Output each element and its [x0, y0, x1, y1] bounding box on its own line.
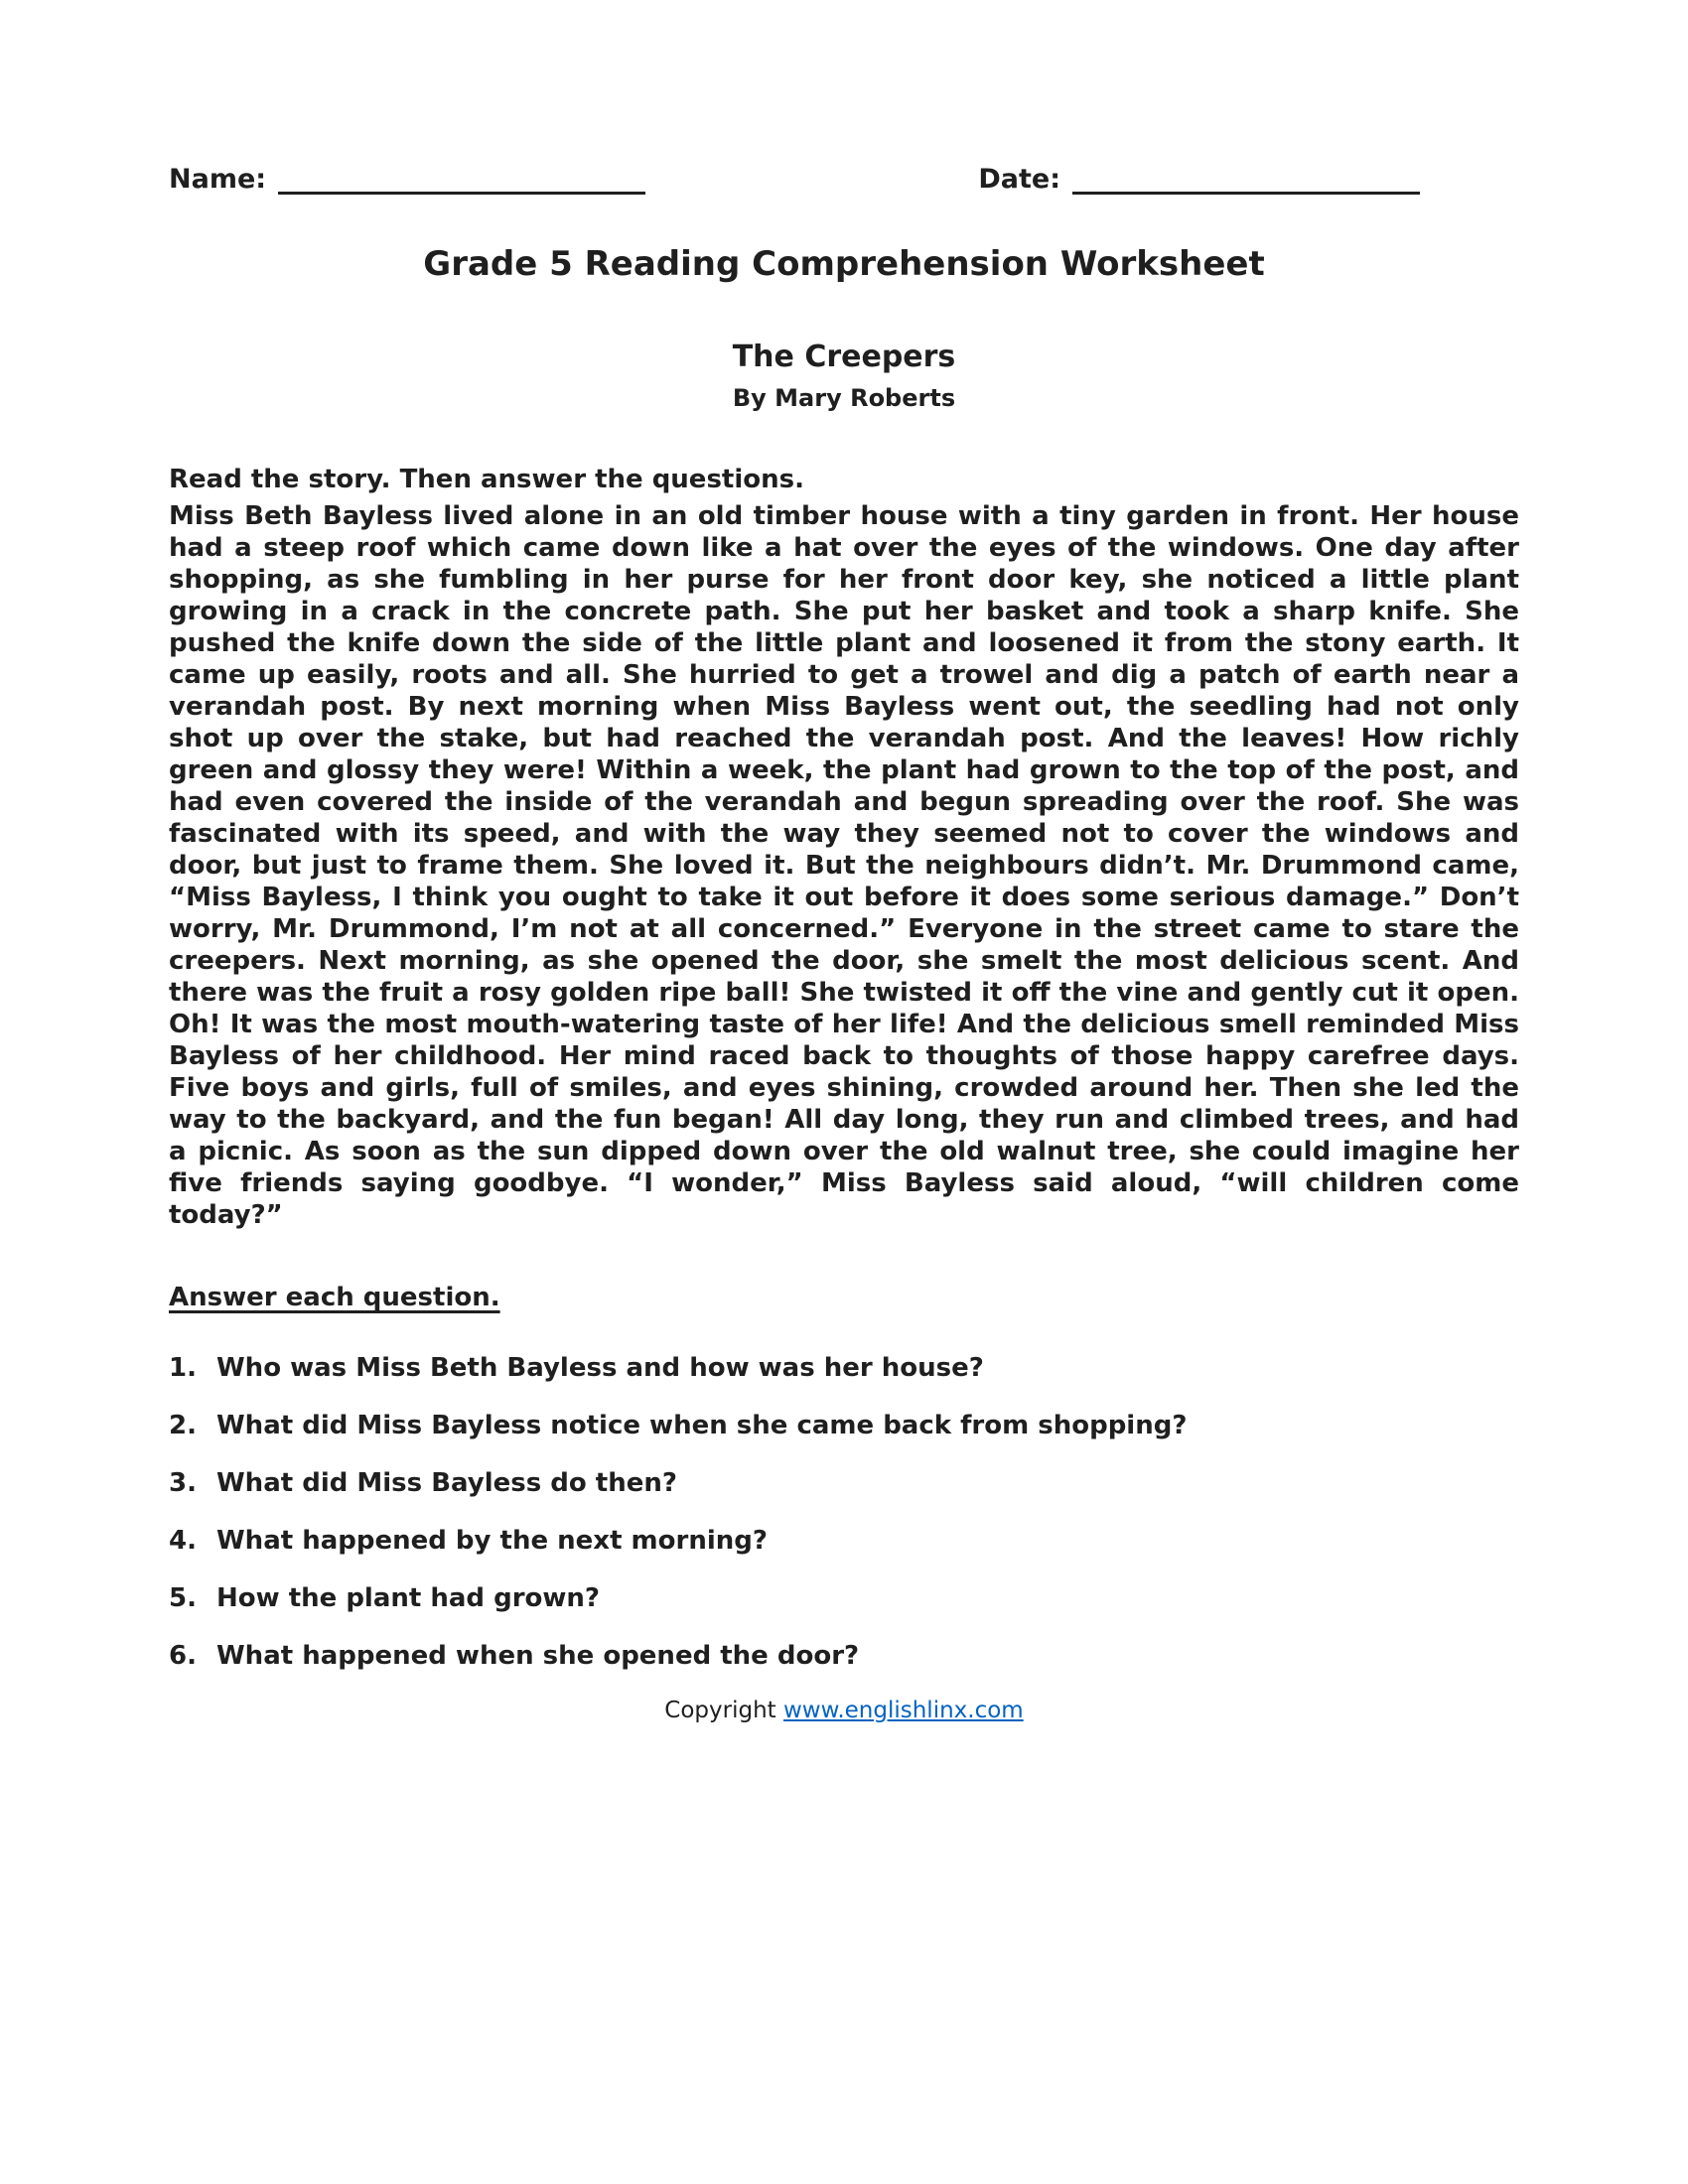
question-item — [169, 1582, 1519, 1614]
page-title: Grade 5 Reading Comprehension Worksheet — [423, 244, 1265, 284]
date-field-group — [978, 164, 1420, 195]
question-text: What did Miss Bayless notice when she came back from shopping? — [216, 1411, 1188, 1440]
copyright-footer — [169, 1698, 1519, 1723]
name-label: Name: — [169, 164, 267, 195]
instructions-text: Read the story. Then answer the questions. — [169, 465, 804, 494]
question-text: What happened when she opened the door? — [216, 1641, 860, 1671]
copyright-label: Copyright — [664, 1698, 783, 1723]
question-number: 6. — [169, 1641, 197, 1671]
name-blank-line — [278, 166, 645, 195]
answer-section-heading: Answer each question. — [169, 1283, 500, 1312]
question-item — [169, 1525, 1519, 1557]
question-number: 4. — [169, 1526, 197, 1556]
story-title: The Creepers — [732, 340, 956, 374]
question-number: 2. — [169, 1411, 197, 1440]
question-item — [169, 1640, 1519, 1672]
question-text: What happened by the next morning? — [216, 1526, 768, 1556]
englishlinx-link[interactable]: www.englishlinx.com — [783, 1698, 1024, 1723]
question-text: What did Miss Bayless do then? — [216, 1468, 677, 1498]
questions-list — [169, 1352, 1519, 1672]
name-date-row — [169, 164, 1519, 195]
question-text: Who was Miss Beth Bayless and how was her house? — [216, 1353, 984, 1383]
question-number: 3. — [169, 1468, 197, 1498]
question-item — [169, 1352, 1519, 1384]
story-paragraph: Miss Beth Bayless lived alone in an old timber house with a tiny garden in front. Her house had a steep roof which came down like a hat over the eyes of the windows. One day after shopping, as she fumbling in her purse for her front door key, she noticed a little plant growing in a crack in the concrete path. She put her basket and took a sharp knife. She pushed the knife down the side of the little plant and loosened it from the stony earth. It came up easily, roots and all. She hurried to get a trowel and dig a patch of earth near a verandah post. By next morning when Miss Bayless went out, the seedling had not only shot up over the stake, but had reached the verandah post. And the leaves! How richly green and glossy they were! Within a week, the plant had grown to the top of the post, and had even covered the inside of the verandah and begun spreading over the roof. She was fascinated with its speed, and with the way they seemed not to cover the windows and door, but just to frame them. She loved it. But the neighbours didn’t. Mr. Drummond came, “Miss Bayless, I think you ought to take it out before it does some serious damage.” Don’t worry, Mr. Drummond, I’m not at all concerned.” Everyone in the street came to stare the creepers. Next morning, as she opened the door, she smelt the most delicious scent. And there was the fruit a rosy golden ripe ball! She twisted it off the vine and gently cut it open. Oh! It was the most mouth-watering taste of her life! And the delicious smell reminded Miss Bayless of her childhood. Her mind raced back to thoughts of those happy carefree days. Five boys and girls, full of smiles, and eyes shining, crowded around her. Then she led the way to the backyard, and the fun began! All day long, they run and climbed trees, and had a picnic. As soon as the sun dipped down over the old walnut tree, she could imagine her five friends saying goodbye. “I wonder,” Miss Bayless said aloud, “will children come today?” — [169, 501, 1519, 1230]
name-field-group — [169, 164, 645, 195]
question-item — [169, 1410, 1519, 1441]
date-blank-line — [1072, 166, 1420, 195]
question-number: 5. — [169, 1583, 197, 1613]
question-item — [169, 1467, 1519, 1499]
story-author: By Mary Roberts — [732, 384, 956, 412]
date-label: Date: — [978, 164, 1060, 195]
question-number: 1. — [169, 1353, 197, 1383]
question-text: How the plant had grown? — [216, 1583, 601, 1613]
